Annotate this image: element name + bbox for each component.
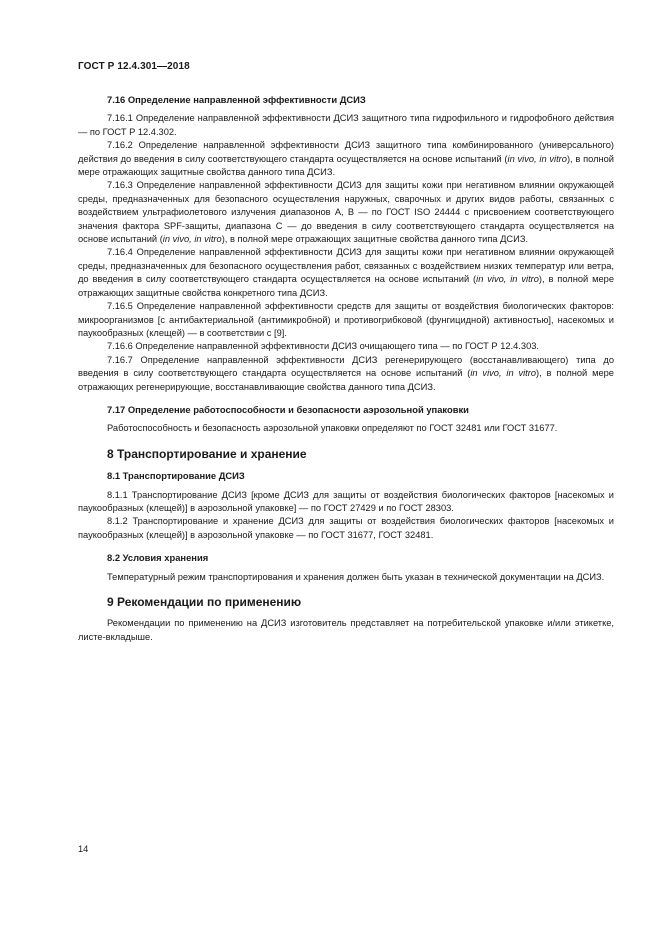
document-body	[78, 93, 614, 644]
section-9-title: 9 Рекомендации по применению	[107, 595, 302, 609]
section-7-16-title: 7.16 Определение направленной эффективности ДСИЗ	[107, 94, 366, 105]
section-8-1-title: 8.1 Транспортирование ДСИЗ	[107, 470, 245, 482]
paragraph-7-16-1: 7.16.1 Определение направленной эффективности ДСИЗ защитного типа гидрофильного и гидрофобного действия — по ГОСТ Р 12.4.302.	[78, 113, 614, 137]
paragraph-8-1-2: 8.1.2 Транспортирование и хранение ДСИЗ для защиты от воздействия биологических факторов [насекомых и паукообразных (клещей)] в аэрозольной упаковке — по ГОСТ 31677, ГОСТ 32481.	[78, 516, 614, 540]
paragraph-9: Рекомендации по применению на ДСИЗ изготовитель представляет на потребительской упаковке и/или этикетке, листе-вкладыше.	[78, 618, 614, 642]
paragraph-7-17: Работоспособность и безопасность аэрозольной упаковки определяют по ГОСТ 32481 или ГОСТ 31677.	[107, 423, 558, 434]
paragraph-7-16-6: 7.16.6 Определение направленной эффективности ДСИЗ очищающего типа — по ГОСТ Р 12.4.303.	[107, 341, 539, 352]
paragraph-8-2: Температурный режим транспортирования и хранения должен быть указан в технической документации на ДСИЗ.	[107, 571, 605, 582]
paragraph-7-16-5: 7.16.5 Определение направленной эффективности средств для защиты от воздействия биологических факторов: микроорганизмов [с антибактериальной (антимикробной) и противогрибковой (фунгицидной) активностью], насекомых и паукообразных (клещей) — в соответствии с [9].	[78, 301, 614, 338]
paragraph-7-16-2: 7.16.2 Определение направленной эффективности ДСИЗ защитного типа комбинированного (универсального) действия до введения в силу соответствующего стандарта осуществляется на основе испытаний (in vivo, in vitro), в полной мере отражающих защитные свойства данного типа ДСИЗ.	[78, 140, 614, 178]
page-number: 14	[78, 844, 89, 854]
section-8-title: 8 Транспортирование и хранение	[107, 446, 307, 461]
paragraph-7-16-3: 7.16.3 Определение направленной эффективности ДСИЗ для защиты кожи при негативном влиянии окружающей среды, предназначенных для безопасного осуществления наружных, сварочных и других видов работы, связанных с воздействием ультрафиолетового излучения диапазонов А, В — по ГОСТ ISO 24444 с присвоением соответствующего значения фактора SPF-защиты, диапазона С — до введения в силу соответствующего стандарта осуществляется на основе испытаний (in vivo, in vitro), в полной мере отражающих защитные свойства данного типа ДСИЗ.	[78, 180, 614, 245]
paragraph-8-1-1: 8.1.1 Транспортирование ДСИЗ [кроме ДСИЗ для защиты от воздействия биологических факторов [насекомых и паукообразных (клещей)] в аэрозольной упаковке] — по ГОСТ 27429 и по ГОСТ 28303.	[78, 489, 614, 513]
document-header: ГОСТ Р 12.4.301—2018	[78, 61, 190, 72]
section-7-17-title: 7.17 Определение работоспособности и безопасности аэрозольной упаковки	[107, 403, 469, 415]
paragraph-7-16-7: 7.16.7 Определение направленной эффективности ДСИЗ регенерирующего (восстанавливающего) типа до введения в силу соответствующего стандарта осуществляется на основе испытаний (in vivo, in vitro), в полной мере отражающих регенерирующие, восстанавливающие свойства данного типа ДСИЗ.	[78, 354, 614, 392]
section-8-2-title: 8.2 Условия хранения	[107, 552, 209, 564]
paragraph-7-16-4: 7.16.4 Определение направленной эффективности ДСИЗ для защиты кожи при негативном влиянии окружающей среды, предназначенных для безопасного осуществления работ, связанных с воздействием низких температур или ветра, до введения в силу соответствующего стандарта осуществляется на основе испытаний (in vivo, in vitro), в полной мере отражающих защитные свойства конкретного типа ДСИЗ.	[78, 247, 614, 298]
